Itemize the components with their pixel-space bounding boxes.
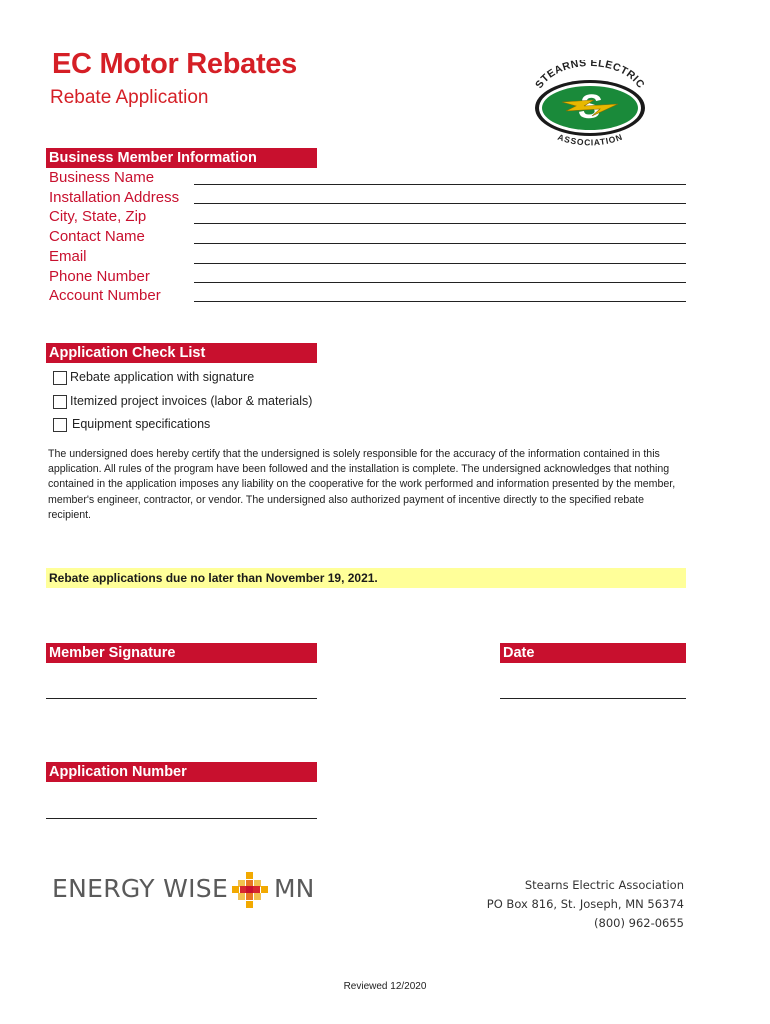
energy-wise-mn-logo xyxy=(52,870,322,910)
field-label-installation-address: Installation Address xyxy=(49,188,180,206)
application-number-field[interactable] xyxy=(46,818,317,819)
page-subtitle: Rebate Application xyxy=(50,87,209,108)
checklist-heading: Application Check List xyxy=(46,343,317,363)
date-field[interactable] xyxy=(500,698,686,699)
stearns-logo-graphic xyxy=(520,60,660,150)
field-label-account-number: Account Number xyxy=(49,287,161,305)
date-heading: Date xyxy=(500,643,686,663)
checklist-item-label: Equipment specifications xyxy=(72,417,211,431)
field-label-phone-number: Phone Number xyxy=(49,267,150,285)
field-input-business-name[interactable] xyxy=(194,184,686,185)
field-input-email[interactable] xyxy=(194,263,686,264)
application-number-heading: Application Number xyxy=(46,762,317,782)
energy-wise-text: ENERGY WISE xyxy=(52,874,229,903)
checklist-item-label: Rebate application with signature xyxy=(70,370,255,384)
page-title: EC Motor Rebates xyxy=(52,48,297,80)
energy-wise-mn-text: MN xyxy=(274,874,315,903)
field-input-account-number[interactable] xyxy=(194,301,686,302)
member-signature-field[interactable] xyxy=(46,698,317,699)
org-address: PO Box 816, St. Joseph, MN 56374 xyxy=(486,897,684,911)
deadline-notice: Rebate applications due no later than November 19, 2021. xyxy=(46,568,686,588)
field-input-phone-number[interactable] xyxy=(194,282,686,283)
certification-text: The undersigned does hereby certify that the undersigned is solely responsible for the accuracy of the information contained in this application. All rules of the program have been followed and the installation is complete. The undersigned acknowledges that nothing contained in the application imposes any liability on the cooperative for the work performed and information presented by the member, member's engineer, contractor, or vendor. The undersigned also authorized payment of incentive directly to the specified rebate recipient. xyxy=(48,448,676,521)
field-label-contact-name: Contact Name xyxy=(49,228,145,246)
svg-text:ASSOCIATION: ASSOCIATION xyxy=(556,131,624,148)
field-label-email: Email xyxy=(49,247,87,265)
org-name: Stearns Electric Association xyxy=(524,878,684,892)
review-date: Reviewed 12/2020 xyxy=(343,981,427,992)
field-label-city-state-zip: City, State, Zip xyxy=(49,208,147,226)
field-label-business-name: Business Name xyxy=(49,169,155,186)
field-input-contact-name[interactable] xyxy=(194,243,686,244)
stearns-electric-logo xyxy=(520,60,660,150)
field-input-city-state-zip[interactable] xyxy=(194,223,686,224)
checkbox-itemized-invoices[interactable] xyxy=(53,395,67,409)
svg-text:STEARNS ELECTRIC: STEARNS ELECTRIC xyxy=(533,60,647,91)
business-info-heading: Business Member Information xyxy=(46,148,317,168)
checklist-item-label: Itemized project invoices (labor & materials) xyxy=(70,394,313,408)
field-input-installation-address[interactable] xyxy=(194,203,686,204)
energy-wise-mark-icon xyxy=(232,872,268,908)
org-phone: (800) 962-0655 xyxy=(594,916,684,930)
checkbox-rebate-application[interactable] xyxy=(53,371,67,385)
member-signature-heading: Member Signature xyxy=(46,643,317,663)
checkbox-equipment-specs[interactable] xyxy=(53,418,67,432)
